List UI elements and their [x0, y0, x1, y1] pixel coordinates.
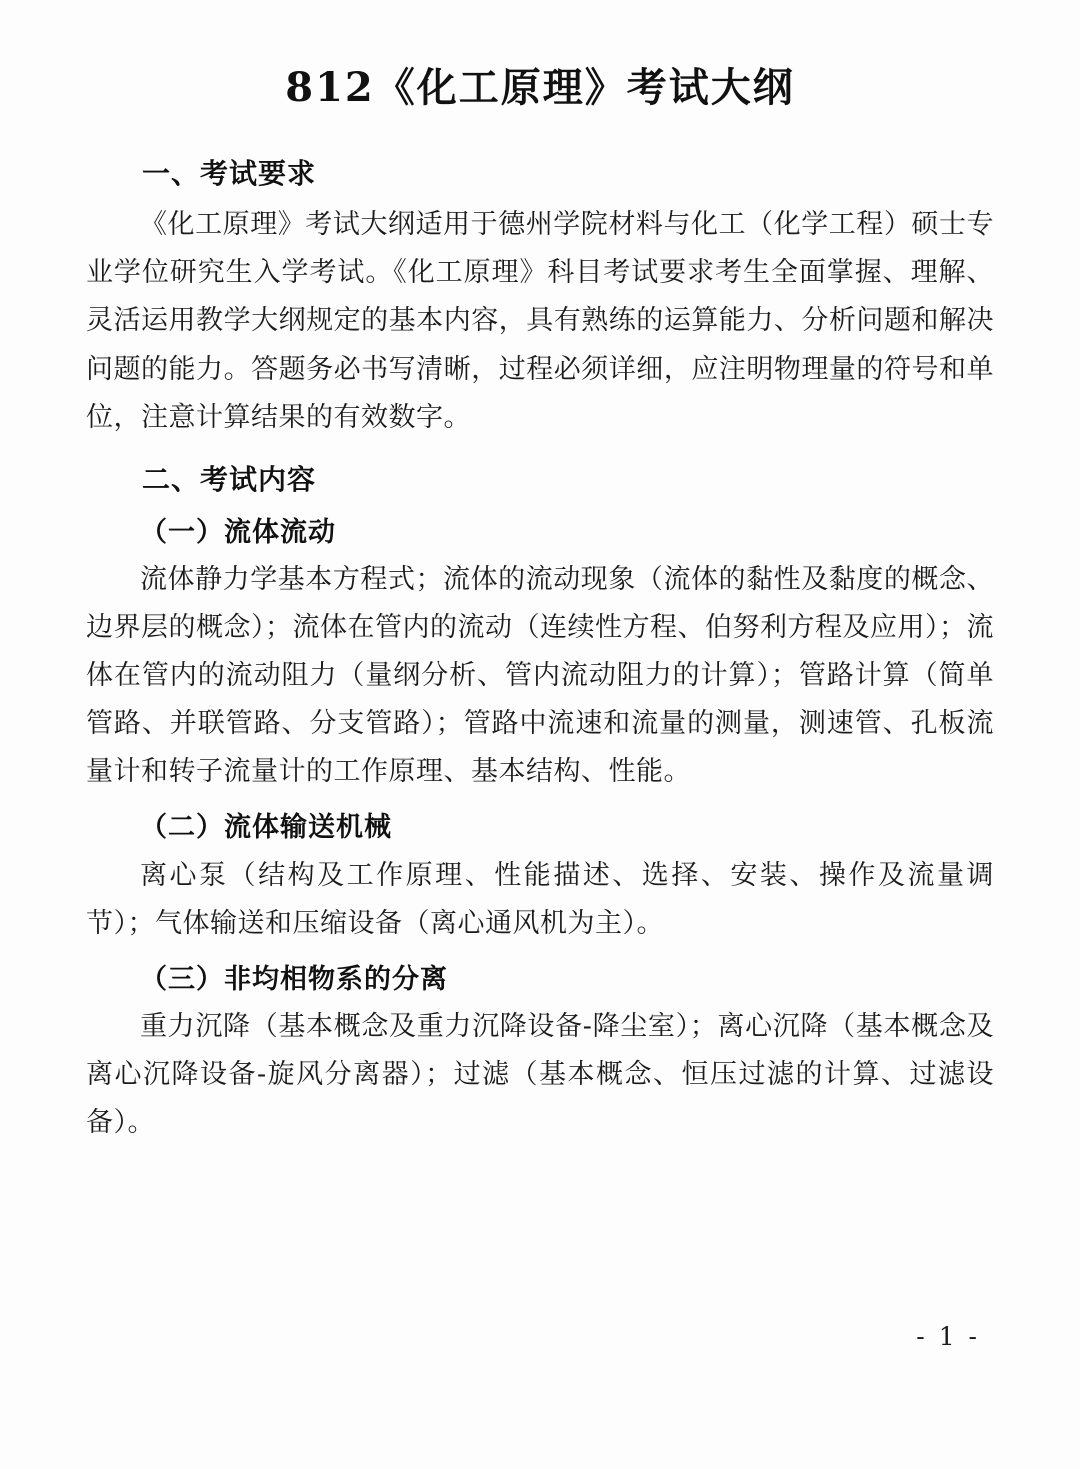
section-exam-content	[86, 458, 994, 1147]
paragraph-fluid-transport-machinery: 离心泵（结构及工作原理、性能描述、选择、安装、操作及流量调节）；气体输送和压缩设备（离心通风机为主）。	[86, 859, 994, 939]
paragraph-exam-requirements: 《化工原理》考试大纲适用于德州学院材料与化工（化学工程）硕士专业学位研究生入学考试。《化工原理》科目考试要求考生全面掌握、理解、灵活运用教学大纲规定的基本内容，具有熟练的运算能力、分析问题和解决问题的能力。答题务必书写清晰，过程必须详细，应注明物理量的符号和单位，注意计算结果的有效数字。	[86, 209, 994, 433]
sub-heading-fluid-transport-machinery: （二）流体输送机械	[140, 812, 392, 844]
subsection-fluid-flow	[86, 511, 994, 796]
page-number: - 1 -	[916, 1322, 980, 1351]
section-exam-requirements	[86, 152, 994, 442]
paragraph-heterogeneous-separation: 重力沉降（基本概念及重力沉降设备-降尘室）；离心沉降（基本概念及离心沉降设备-旋风分离器）；过滤（基本概念、恒压过滤的计算、过滤设备）。	[86, 1010, 994, 1138]
page-title: 812《化工原理》考试大纲	[285, 64, 795, 111]
section-heading-exam-content: 二、考试内容	[142, 462, 317, 496]
paragraph-fluid-flow: 流体静力学基本方程式；流体的流动现象（流体的黏性及黏度的概念、边界层的概念）；流体在管内的流动（连续性方程、伯努利方程及应用）；流体在管内的流动阻力（量纲分析、管内流动阻力的计算）；管路计算（简单管路、并联管路、分支管路）；管路中流速和流量的测量，测速管、孔板流量计和转子流量计的工作原理、基本结构、性能。	[86, 564, 994, 788]
sub-heading-heterogeneous-separation: （三）非均相物系的分离	[140, 963, 448, 995]
sub-heading-fluid-flow: （一）流体流动	[140, 517, 336, 549]
subsection-fluid-transport-machinery	[86, 806, 994, 947]
section-heading-exam-requirements: 一、考试要求	[142, 157, 317, 190]
subsection-heterogeneous-separation	[86, 958, 994, 1147]
